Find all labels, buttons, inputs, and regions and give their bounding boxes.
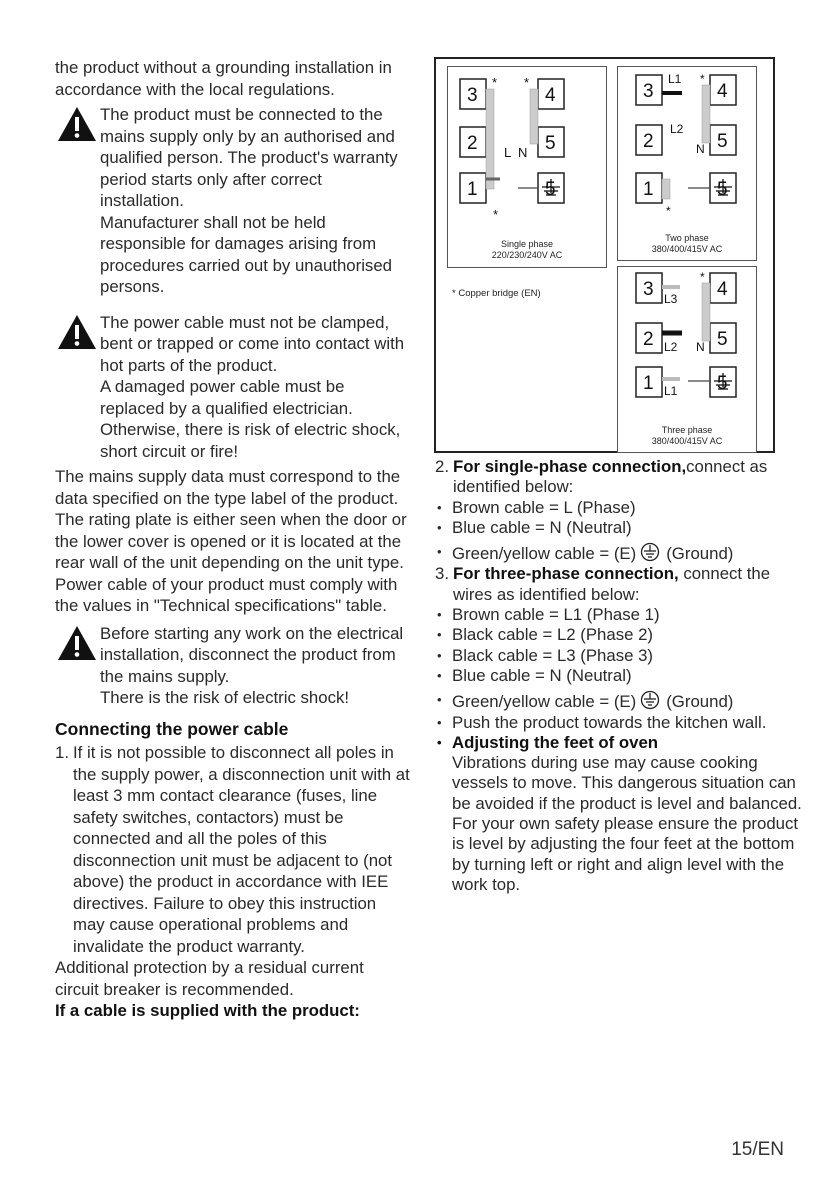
item-text — [453, 457, 805, 498]
svg-text:5: 5 — [717, 179, 728, 200]
item-3-text: connect the wires as identified below: — [453, 564, 771, 604]
section-heading: Connecting the power cable — [55, 718, 289, 739]
warning-1-text: The product must be connected to the mains supply only by an authorised and qualified person. The product's warranty period starts only after correct installation. — [100, 105, 398, 210]
warning-triangle-icon — [57, 625, 97, 661]
svg-text:1: 1 — [643, 373, 654, 394]
three-phase-cable-list — [435, 605, 805, 753]
warning-2-text: The power cable must not be clamped, bent or trapped or come into contact with hot parts of the product. — [100, 312, 405, 375]
list-item: • Black cable = L2 (Phase 2) — [435, 625, 805, 645]
svg-text:4: 4 — [717, 81, 728, 102]
svg-text:L3: L3 — [664, 292, 678, 306]
power-cable-paragraph: Power cable of your product must comply with the values in "Technical specifications" table. — [55, 574, 398, 615]
item-2-bold: For single-phase connection, — [453, 457, 687, 476]
svg-text:5: 5 — [717, 373, 728, 394]
item-text: If it is not possible to disconnect all poles in the supply power, a disconnection unit with at least 3 mm contact clearance (fuses, line safety switches, contactors) must be connected and all the poles of this disconnection unit must be adjacent to (not above) the product in accordance with IEE directives. Failure to obey this instruction may cause operational problems and invalidate the product warranty. — [73, 743, 410, 956]
two-phase-caption: Two phase 380/400/415V AC — [651, 233, 723, 254]
left-column — [55, 57, 410, 1022]
svg-text:N: N — [518, 145, 528, 160]
item-2-text: connect as identified below: — [453, 457, 768, 497]
list-item: • Brown cable = L (Phase) — [435, 498, 805, 518]
rcd-paragraph: Additional protection by a residual current circuit breaker is recommended. — [55, 958, 364, 999]
svg-text:2: 2 — [643, 329, 654, 350]
numbered-item-1 — [55, 742, 410, 957]
feet-paragraph-1: Vibrations during use may cause cooking vessels to move. This dangerous situation can be avoided if the product is level and balanced. — [452, 753, 802, 813]
mains-supply-paragraph: The mains supply data must correspond to the data specified on the type label of the product. The rating plate is either seen when the door or the lower cover is opened or it is located at the rear wall of the unit depending on the unit type. — [55, 467, 407, 572]
page-number: 15/EN — [731, 1139, 784, 1160]
svg-text:L1: L1 — [668, 72, 682, 86]
warning-block-2 — [55, 312, 410, 463]
cable-supplied-heading: If a cable is supplied with the product: — [55, 1001, 360, 1020]
three-phase-caption: Three phase 380/400/415V AC — [651, 425, 723, 446]
svg-text:3: 3 — [467, 85, 478, 106]
warning-2-text-2: A damaged power cable must be replaced by a qualified electrician. Otherwise, there is risk of electric shock, short circuit or fire! — [100, 377, 401, 461]
svg-text:2: 2 — [643, 131, 654, 152]
two-phase-terminal-block — [618, 67, 756, 232]
single-phase-caption: Single phase 220/230/240V AC — [491, 239, 563, 260]
list-item: • Green/yellow cable = (E) (Ground) — [435, 690, 805, 712]
svg-text:3: 3 — [643, 81, 654, 102]
svg-text:5: 5 — [545, 179, 556, 200]
item-number: 2. — [435, 457, 449, 476]
warning-triangle-icon — [57, 314, 97, 350]
single-phase-cable-list — [435, 498, 805, 565]
svg-text:*: * — [700, 72, 705, 86]
svg-text:N: N — [696, 340, 705, 354]
warning-block-1 — [55, 104, 410, 298]
svg-text:4: 4 — [717, 279, 728, 300]
svg-text:4: 4 — [545, 85, 556, 106]
svg-text:L2: L2 — [670, 122, 684, 136]
list-item: • Green/yellow cable = (E) (Ground) — [435, 542, 805, 564]
single-phase-diagram — [447, 66, 607, 268]
svg-text:L: L — [504, 145, 512, 160]
warning-triangle-icon — [57, 106, 97, 142]
item-number: 1. — [55, 743, 69, 762]
warning-3-text-2: There is the risk of electric shock! — [100, 688, 350, 707]
svg-text:5: 5 — [717, 131, 728, 152]
svg-text:*: * — [492, 75, 498, 90]
svg-text:5: 5 — [545, 133, 556, 154]
intro-text: the product without a grounding installation in accordance with the local regulations. — [55, 58, 392, 99]
list-item: • Adjusting the feet of oven — [435, 733, 805, 753]
item-3-bold: For three-phase connection, — [453, 564, 679, 584]
svg-text:5: 5 — [717, 329, 728, 350]
svg-text:N: N — [696, 142, 705, 156]
ground-symbol-icon — [640, 690, 660, 710]
warning-3-text: Before starting any work on the electrical installation, disconnect the product from the mains supply. — [100, 623, 404, 686]
copper-bridge-note: * Copper bridge (EN) — [452, 288, 541, 299]
numbered-item-3 — [435, 564, 805, 605]
svg-text:L2: L2 — [664, 340, 678, 354]
ground-symbol-icon — [640, 542, 660, 562]
numbered-item-2 — [435, 457, 805, 498]
three-phase-diagram — [617, 266, 757, 453]
item-number: 3. — [435, 564, 449, 584]
three-phase-terminal-block — [618, 267, 756, 422]
list-item: • Push the product towards the kitchen wall. — [435, 713, 805, 733]
list-item: • Blue cable = N (Neutral) — [435, 666, 805, 686]
two-phase-diagram — [617, 66, 757, 261]
svg-text:L1: L1 — [664, 384, 678, 398]
list-item: • Black cable = L3 (Phase 3) — [435, 646, 805, 666]
svg-text:2: 2 — [467, 133, 478, 154]
warning-block-3 — [55, 623, 410, 709]
svg-text:*: * — [524, 75, 530, 90]
feet-paragraph-2: For your own safety please ensure the product is level by adjusting the four feet at the bottom by turning left or right and align level with the work top. — [452, 814, 799, 894]
svg-text:1: 1 — [643, 179, 654, 200]
item-text — [453, 564, 805, 605]
svg-text:3: 3 — [643, 279, 654, 300]
svg-text:1: 1 — [467, 179, 478, 200]
single-phase-terminal-block — [448, 67, 606, 237]
svg-text:*: * — [493, 207, 499, 222]
svg-text:*: * — [700, 270, 705, 284]
warning-1-text-2: Manufacturer shall not be held responsible for damages arising from procedures carried out by unauthorised persons. — [100, 212, 392, 296]
list-item: • Brown cable = L1 (Phase 1) — [435, 605, 805, 625]
right-column — [435, 457, 805, 895]
svg-text:*: * — [666, 204, 671, 218]
list-item: • Blue cable = N (Neutral) — [435, 518, 805, 538]
